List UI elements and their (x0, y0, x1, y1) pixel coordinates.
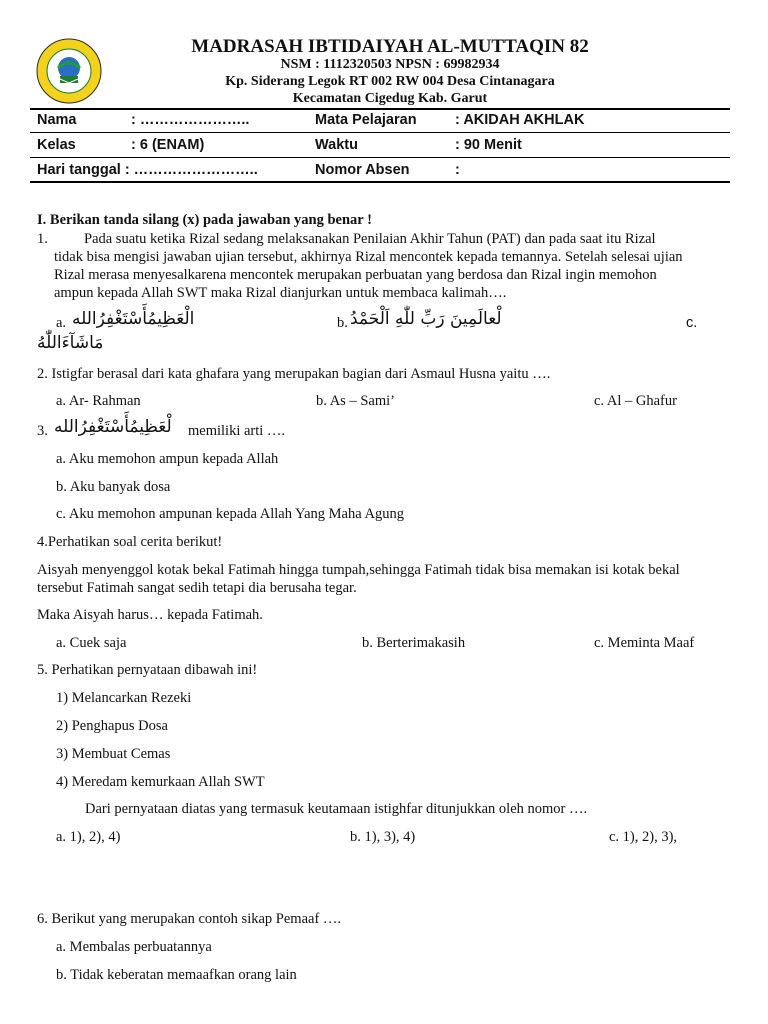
q2-text: 2. Istigfar berasal dari kata ghafara yang merupakan bagian dari Asmaul Husna yaitu …. (37, 366, 551, 382)
q6-option-a: a. Membalas perbuatannya (56, 939, 212, 955)
q1-option-a-arabic: الْعَظِيمُأَسْتَغْفِرُالله (72, 309, 195, 329)
q3-option-c: c. Aku memohon ampunan kepada Allah Yang Maha Agung (56, 506, 404, 522)
q6-option-b: b. Tidak keberatan memaafkan orang lain (56, 967, 297, 983)
header-rule-top (30, 108, 730, 110)
school-address: Kp. Siderang Legok RT 002 RW 004 Desa Cintanagara (225, 74, 555, 89)
q5-statement-1: 1) Melancarkan Rezeki (56, 690, 192, 706)
nama-value: : ………………….. (131, 112, 250, 128)
kelas-value: : 6 (ENAM) (131, 137, 205, 153)
q1-option-c-arabic: مَاشَآءَاللّٰهُ (37, 333, 104, 353)
q1-option-b-arabic: لْعالَمِينَ رَبِّ للّٰهِ اَلْحَمْدُ (350, 309, 502, 329)
q2-option-c: c. Al – Ghafur (594, 393, 677, 409)
q1-line-3: Rizal merasa menyesalkarena mencontek merupakan perbuatan yang berdosa dan Rizal ingin memohon (54, 267, 657, 283)
q6-text: 6. Berikut yang merupakan contoh sikap Pemaaf …. (37, 911, 342, 927)
q5-prompt: Dari pernyataan diatas yang termasuk keutamaan istighfar ditunjukkan oleh nomor …. (85, 801, 588, 817)
q4-text: 4.Perhatikan soal cerita berikut! (37, 534, 223, 550)
q5-statement-3: 3) Membuat Cemas (56, 746, 171, 762)
waktu-value: : 90 Menit (455, 137, 522, 153)
q3-text: memiliki arti …. (188, 423, 286, 439)
q4-option-a: a. Cuek saja (56, 635, 127, 651)
q1-option-b-label: b. (337, 315, 348, 331)
q1-option-a-label: a. (56, 315, 67, 331)
q5-text: 5. Perhatikan pernyataan dibawah ini! (37, 662, 258, 678)
nama-label: Nama (37, 112, 77, 128)
absen-label: Nomor Absen (315, 162, 410, 178)
school-ids: NSM : 1112320503 NPSN : 69982934 (280, 57, 500, 72)
q4-prompt: Maka Aisyah harus… kepada Fatimah. (37, 607, 263, 623)
waktu-label: Waktu (315, 137, 358, 153)
q5-option-a: a. 1), 2), 4) (56, 829, 121, 845)
q4-story-line-2: tersebut Fatimah sangat sedih tetapi dia berusaha tegar. (37, 580, 357, 596)
hari-tanggal: Hari tanggal : …………………….. (37, 162, 258, 178)
info-rule-bottom (30, 181, 730, 183)
q5-statement-2: 2) Penghapus Dosa (56, 718, 168, 734)
mapel-value: : AKIDAH AKHLAK (455, 112, 585, 128)
school-district: Kecamatan Cigedug Kab. Garut (292, 91, 488, 106)
q1-number: 1. (37, 231, 48, 247)
q2-option-b: b. As – Sami’ (316, 393, 395, 409)
q5-option-b: b. 1), 3), 4) (350, 829, 416, 845)
absen-value: : (455, 162, 460, 178)
q4-option-c: c. Meminta Maaf (594, 635, 695, 651)
q3-option-b: b. Aku banyak dosa (56, 479, 171, 495)
q1-line-4: ampun kepada Allah SWT maka Rizal dianjurkan untuk membaca kalimah…. (54, 285, 507, 301)
school-name: MADRASAH IBTIDAIYAH AL-MUTTAQIN 82 (191, 36, 589, 57)
q4-story-line-1: Aisyah menyenggol kotak bekal Fatimah hingga tumpah,sehingga Fatimah tidak bisa memakan isi kotak bekal (37, 562, 680, 578)
q3-number: 3. (37, 423, 48, 439)
q5-option-c: c. 1), 2), 3), (609, 829, 678, 845)
q5-statement-4: 4) Meredam kemurkaan Allah SWT (56, 774, 265, 790)
q3-option-a: a. Aku memohon ampun kepada Allah (56, 451, 279, 467)
q2-option-a: a. Ar- Rahman (56, 393, 141, 409)
mapel-label: Mata Pelajaran (315, 112, 417, 128)
q1-option-c-label: c. (686, 315, 698, 331)
info-rule-2 (30, 157, 730, 158)
q4-option-b: b. Berterimakasih (362, 635, 466, 651)
info-rule-1 (30, 132, 730, 133)
q1-line-1: Pada suatu ketika Rizal sedang melaksanakan Penilaian Akhir Tahun (PAT) dan pada saat itu Rizal (84, 231, 656, 247)
kelas-label: Kelas (37, 137, 76, 153)
q3-arabic: لْعَظِيمُأَسْتَغْفِرُالله (54, 417, 172, 437)
q1-line-2: tidak bisa mengisi jawaban ujian tersebut, akhirnya Rizal mencontek kepada temannya. Setelah selesai ujian (54, 249, 683, 265)
section-instruction: I. Berikan tanda silang (x) pada jawaban yang benar ! (37, 212, 372, 228)
